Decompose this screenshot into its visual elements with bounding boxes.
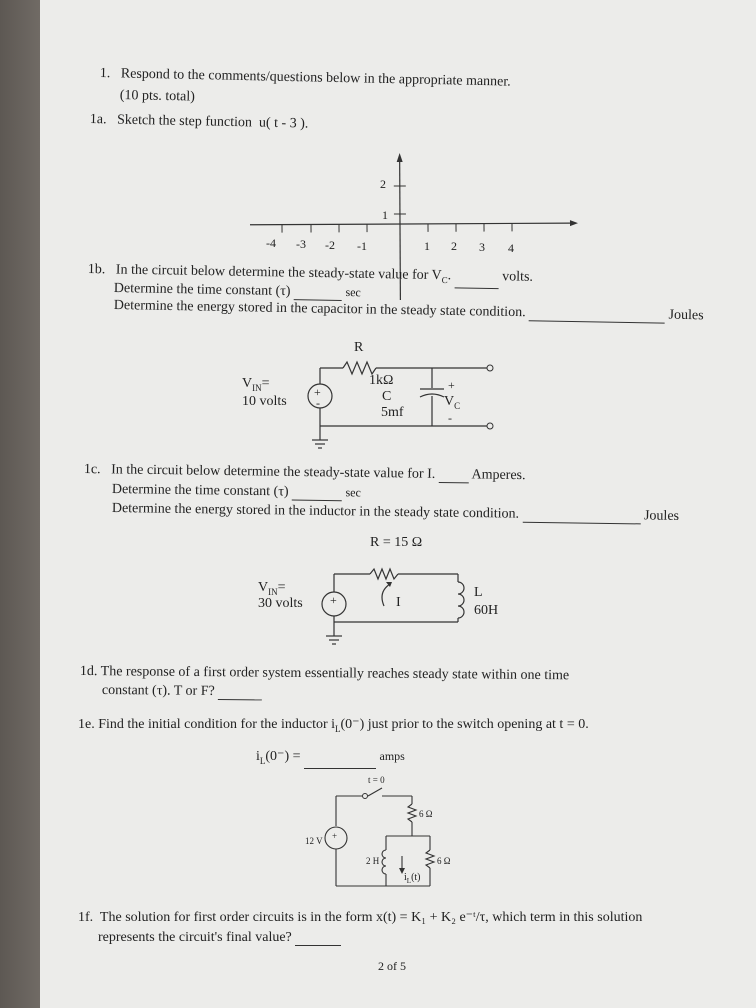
y-tick-label: 2	[380, 177, 386, 191]
q1b-time-constant-text: Determine the time constant (τ)	[113, 280, 291, 300]
x-tick-label: 1	[424, 239, 430, 253]
q1-points: (10 pts. total)	[119, 88, 196, 105]
vin-symbol-2: V	[258, 580, 269, 595]
x-tick-label: 3	[479, 240, 485, 254]
vin-equals-2: =	[277, 580, 286, 595]
vin-subscript: IN	[252, 382, 262, 393]
q1-title: Respond to the comments/questions below in the appropriate manner.	[120, 66, 511, 90]
q1b-period: .	[447, 268, 452, 284]
source-voltage-label: 12 V	[305, 836, 323, 846]
x-tick-label: 2	[451, 239, 457, 253]
vin-symbol: V	[242, 376, 253, 391]
page-number: 2 of 5	[378, 959, 406, 973]
vin-equals: =	[261, 376, 270, 391]
vc-subscript: C	[441, 274, 448, 286]
resistor1-value: 6 Ω	[419, 809, 433, 819]
q1f-line2	[98, 930, 341, 946]
capacitor-label: C	[382, 389, 392, 404]
inductor-value: 60H	[474, 603, 499, 618]
resistor2-value: 6 Ω	[437, 856, 451, 866]
switch-time-label: t = 0	[368, 775, 385, 785]
q1b-energy-text: Determine the energy stored in the capacitor in the steady state condition.	[113, 298, 526, 321]
q1e-label: 1e.	[78, 717, 95, 732]
x-tick-label: -2	[325, 238, 335, 252]
x-tick-label: -4	[266, 236, 276, 250]
sec-unit-2: sec	[345, 485, 361, 500]
vin-subscript-2: IN	[268, 586, 278, 597]
q1b-label: 1b.	[87, 262, 106, 278]
q1c-question-current: In the circuit below determine the steady-state value for I.	[111, 462, 436, 482]
x-tick-label: -3	[296, 237, 306, 251]
q1c-label: 1c.	[83, 462, 101, 478]
vin-value: 10 volts	[242, 394, 287, 409]
resistor-label: R	[354, 340, 364, 355]
q1d-true-false-text: constant (τ). T or F?	[101, 683, 215, 699]
il-subscript: L	[259, 755, 266, 766]
il-subscript-2: L	[406, 877, 412, 885]
joules-unit-2: Joules	[643, 508, 680, 524]
q1f-final-value-text: represents the circuit's final value?	[98, 930, 292, 945]
capacitor-value: 5mf	[381, 405, 404, 420]
amperes-unit: Amperes.	[471, 467, 526, 484]
vc-minus: -	[448, 411, 452, 425]
inductor-label: L	[474, 585, 483, 600]
il-initial-equals: (0⁻) =	[265, 749, 301, 764]
il-symbol: i	[256, 749, 260, 764]
resistor-value: 1kΩ	[369, 373, 394, 388]
inductor-current-label	[404, 870, 421, 889]
current-label: I	[396, 595, 401, 610]
final-value-answer-blank[interactable]	[295, 945, 341, 946]
q1e-subscript: L	[335, 723, 341, 734]
q1c-time-constant-text: Determine the time constant (τ)	[111, 481, 289, 500]
y-tick-label: 1	[382, 208, 388, 222]
vc-symbol: V	[444, 394, 455, 409]
q1-number: 1.	[99, 66, 111, 82]
q1a-label: 1a.	[89, 112, 107, 128]
q1f-question-text: The solution for first order circuits is in the form x(t) = K₁ + K₂ e⁻ᵗ/τ, which term in this solution	[99, 910, 643, 925]
volts-unit: volts.	[502, 269, 534, 285]
q1f-label: 1f.	[78, 910, 94, 925]
x-tick-label: 4	[508, 241, 514, 255]
il-time: (t)	[411, 872, 421, 883]
vc-plus: +	[448, 378, 455, 392]
source-plus-sign: +	[314, 385, 321, 399]
x-tick-label: -1	[357, 239, 367, 253]
q1b-question-vc: In the circuit below determine the steady-state value for V	[115, 262, 442, 284]
q1a-function: u( t - 3 ).	[258, 115, 309, 132]
q1d-label: 1d.	[79, 664, 98, 680]
q1e-text: Find the initial condition for the inductor i	[98, 717, 336, 732]
resistor-label-2: R = 15 Ω	[370, 535, 423, 550]
sec-unit: sec	[345, 285, 361, 300]
q1f-line1	[78, 910, 642, 926]
q1d-question-text: The response of a first order system essentially reaches steady state within one time	[100, 664, 570, 684]
vin-value-2: 30 volts	[258, 596, 303, 611]
il-symbol-2: i	[404, 872, 407, 883]
vc-label-subscript: C	[454, 400, 461, 411]
source-minus-sign: -	[316, 396, 320, 410]
q1c-energy-text: Determine the energy stored in the inductor in the steady state condition.	[111, 501, 520, 522]
q1e-text-end: (0⁻) just prior to the switch opening at t = 0.	[340, 717, 589, 732]
joules-unit: Joules	[668, 307, 704, 324]
amps-unit: amps	[379, 749, 405, 763]
source-plus-sign-3: +	[332, 831, 338, 841]
q1a-text: Sketch the step function	[116, 112, 253, 131]
source-plus-sign-2: +	[330, 593, 337, 607]
inductor-value-2: 2 H	[366, 856, 380, 866]
